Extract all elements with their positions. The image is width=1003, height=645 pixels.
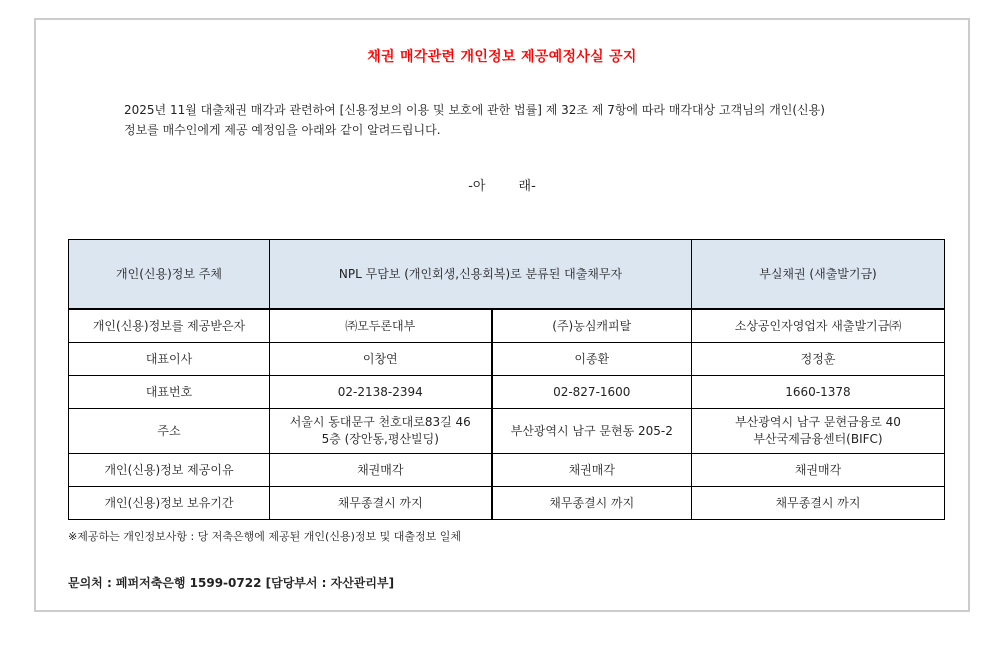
table-header-row [69, 240, 945, 310]
cell-a: 이창연 [270, 343, 492, 376]
cell-a: 채권매각 [270, 454, 492, 487]
table-row [69, 487, 945, 520]
row-label: 개인(신용)정보를 제공받은자 [69, 309, 270, 343]
address-line-2: 부산국제금융센터(BIFC) [753, 432, 883, 446]
cell-c [692, 409, 945, 454]
intro-line-2: 정보를 매수인에게 제공 예정임을 아래와 같이 알려드립니다. [124, 123, 441, 137]
row-label: 주소 [69, 409, 270, 454]
cell-b: 02-827-1600 [492, 376, 692, 409]
table-row [69, 454, 945, 487]
cell-c: 소상공인자영업자 새출발기금㈜ [692, 309, 945, 343]
header-npl: NPL 무담보 (개인회생,신용회복)로 분류된 대출채무자 [270, 240, 692, 310]
table-row [69, 343, 945, 376]
row-label: 개인(신용)정보 보유기간 [69, 487, 270, 520]
cell-b: 채무종결시 까지 [492, 487, 692, 520]
table-row [69, 309, 945, 343]
header-bad-debt: 부실채권 (새출발기금) [692, 240, 945, 310]
cell-a [270, 409, 492, 454]
provided-info-note: ※제공하는 개인정보사항 : 당 저축은행에 제공된 개인(신용)정보 및 대출정보 일체 [68, 530, 462, 543]
notice-frame [34, 18, 970, 612]
info-table [68, 239, 945, 520]
cell-b: 부산광역시 남구 문현동 205-2 [492, 409, 692, 454]
cell-b: 채권매각 [492, 454, 692, 487]
table-row [69, 409, 945, 454]
cell-c: 1660-1378 [692, 376, 945, 409]
cell-c: 정정훈 [692, 343, 945, 376]
table-row [69, 376, 945, 409]
intro-line-1: 2025년 11월 대출채권 매각과 관련하여 [신용정보의 이용 및 보호에 관한 법률] 제 32조 제 7항에 따라 매각대상 고객님의 개인(신용) [124, 103, 825, 117]
cell-b: (주)농심캐피탈 [492, 309, 692, 343]
address-line-1: 서울시 동대문구 천호대로83길 46 [289, 415, 471, 429]
header-subject: 개인(신용)정보 주체 [69, 240, 270, 310]
notice-intro [124, 100, 924, 140]
cell-a: 채무종결시 까지 [270, 487, 492, 520]
address-line-2: 5층 (장안동,평산빌딩) [321, 432, 439, 446]
below-heading: -아 래- [468, 179, 536, 194]
row-label: 개인(신용)정보 제공이유 [69, 454, 270, 487]
row-label: 대표번호 [69, 376, 270, 409]
contact-info: 문의처 : 페퍼저축은행 1599-0722 [담당부서 : 자산관리부] [68, 576, 395, 590]
cell-a: ㈜모두론대부 [270, 309, 492, 343]
row-label: 대표이사 [69, 343, 270, 376]
cell-a: 02-2138-2394 [270, 376, 492, 409]
notice-title: 채권 매각관련 개인정보 제공예정사실 공지 [367, 49, 637, 65]
cell-c: 채권매각 [692, 454, 945, 487]
cell-c: 채무종결시 까지 [692, 487, 945, 520]
address-line-1: 부산광역시 남구 문현금융로 40 [735, 415, 901, 429]
cell-b: 이종환 [492, 343, 692, 376]
